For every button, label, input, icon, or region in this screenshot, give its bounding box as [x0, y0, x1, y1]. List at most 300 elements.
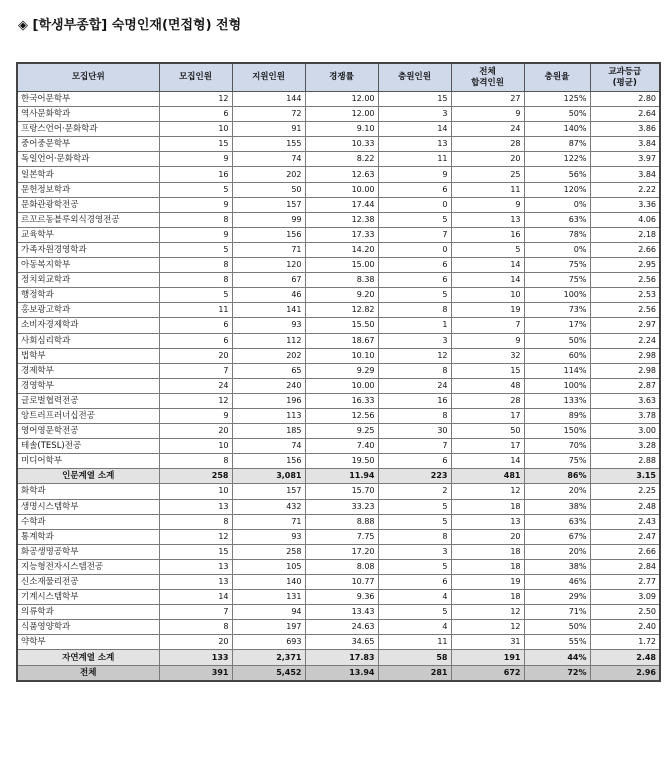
value-cell: 71: [232, 242, 305, 257]
value-cell: 2.18: [590, 227, 660, 242]
value-cell: 11: [378, 152, 451, 167]
value-cell: 157: [232, 197, 305, 212]
subtotal-row: [17, 650, 660, 665]
value-cell: 7: [378, 227, 451, 242]
value-cell: 9: [159, 152, 232, 167]
value-cell: 7: [159, 363, 232, 378]
table-row: [17, 318, 660, 333]
value-cell: 89%: [524, 408, 590, 423]
value-cell: 10.77: [305, 575, 378, 590]
value-cell: 67%: [524, 529, 590, 544]
value-cell: 16: [159, 167, 232, 182]
unit-name-cell: 영어영문학전공: [17, 424, 159, 439]
value-cell: 8: [378, 529, 451, 544]
value-cell: 2.24: [590, 333, 660, 348]
value-cell: 7: [159, 605, 232, 620]
value-cell: 75%: [524, 273, 590, 288]
value-cell: 2: [378, 484, 451, 499]
value-cell: 9: [159, 408, 232, 423]
value-cell: 93: [232, 529, 305, 544]
value-cell: 196: [232, 393, 305, 408]
value-cell: 2.97: [590, 318, 660, 333]
value-cell: 10.33: [305, 137, 378, 152]
value-cell: 693: [232, 635, 305, 650]
value-cell: 87%: [524, 137, 590, 152]
value-cell: 11.94: [305, 469, 378, 484]
value-cell: 56%: [524, 167, 590, 182]
unit-name-cell: 교육학부: [17, 227, 159, 242]
value-cell: 2.43: [590, 514, 660, 529]
unit-name-cell: 지능형전자시스템전공: [17, 559, 159, 574]
value-cell: 24.63: [305, 620, 378, 635]
column-header: 교과등급 (평균): [590, 63, 660, 92]
value-cell: 672: [451, 665, 524, 681]
unit-name-cell: 경영학부: [17, 378, 159, 393]
value-cell: 8.38: [305, 273, 378, 288]
value-cell: 16.33: [305, 393, 378, 408]
table-row: [17, 424, 660, 439]
unit-name-cell: 법학부: [17, 348, 159, 363]
table-row: [17, 348, 660, 363]
value-cell: 133%: [524, 393, 590, 408]
page-title: ◈ [학생부종합] 숙명인재(면접형) 전형: [18, 18, 242, 33]
unit-name-cell: 사회심리학과: [17, 333, 159, 348]
unit-name-cell: 르꼬르동블루외식경영전공: [17, 212, 159, 227]
value-cell: 3.86: [590, 122, 660, 137]
value-cell: 10.00: [305, 182, 378, 197]
value-cell: 13: [378, 137, 451, 152]
value-cell: 5: [451, 242, 524, 257]
unit-name-cell: 문화관광학전공: [17, 197, 159, 212]
value-cell: 105: [232, 559, 305, 574]
value-cell: 13.43: [305, 605, 378, 620]
unit-name-cell: 역사문화학과: [17, 107, 159, 122]
unit-name-cell: 홍보광고학과: [17, 303, 159, 318]
value-cell: 32: [451, 348, 524, 363]
table-row: [17, 303, 660, 318]
value-cell: 6: [378, 273, 451, 288]
value-cell: 120: [232, 258, 305, 273]
value-cell: 240: [232, 378, 305, 393]
value-cell: 6: [378, 575, 451, 590]
table-row: [17, 137, 660, 152]
value-cell: 223: [378, 469, 451, 484]
value-cell: 5: [159, 242, 232, 257]
unit-name-cell: 소비자경제학과: [17, 318, 159, 333]
value-cell: 91: [232, 122, 305, 137]
table-row: [17, 514, 660, 529]
value-cell: 28: [451, 137, 524, 152]
value-cell: 17.44: [305, 197, 378, 212]
value-cell: 2,371: [232, 650, 305, 665]
table-row: [17, 363, 660, 378]
value-cell: 2.50: [590, 605, 660, 620]
value-cell: 6: [378, 258, 451, 273]
value-cell: 191: [451, 650, 524, 665]
value-cell: 9.25: [305, 424, 378, 439]
value-cell: 202: [232, 167, 305, 182]
unit-name-cell: 신소재물리전공: [17, 575, 159, 590]
value-cell: 7.75: [305, 529, 378, 544]
value-cell: 13: [159, 575, 232, 590]
value-cell: 15: [159, 137, 232, 152]
value-cell: 33.23: [305, 499, 378, 514]
value-cell: 34.65: [305, 635, 378, 650]
value-cell: 20: [159, 348, 232, 363]
value-cell: 7: [451, 318, 524, 333]
value-cell: 2.66: [590, 544, 660, 559]
table-row: [17, 242, 660, 257]
value-cell: 2.22: [590, 182, 660, 197]
value-cell: 3.84: [590, 167, 660, 182]
value-cell: 2.56: [590, 303, 660, 318]
value-cell: 185: [232, 424, 305, 439]
value-cell: 10.10: [305, 348, 378, 363]
value-cell: 3.78: [590, 408, 660, 423]
value-cell: 19: [451, 303, 524, 318]
value-cell: 2.66: [590, 242, 660, 257]
value-cell: 3.00: [590, 424, 660, 439]
value-cell: 12: [159, 92, 232, 107]
table-row: [17, 212, 660, 227]
value-cell: 14.20: [305, 242, 378, 257]
value-cell: 4: [378, 620, 451, 635]
unit-name-cell: 한국어문학부: [17, 92, 159, 107]
value-cell: 0: [378, 197, 451, 212]
value-cell: 24: [378, 378, 451, 393]
value-cell: 99: [232, 212, 305, 227]
value-cell: 0%: [524, 197, 590, 212]
value-cell: 6: [378, 182, 451, 197]
value-cell: 11: [378, 635, 451, 650]
table-row: [17, 499, 660, 514]
value-cell: 8: [159, 514, 232, 529]
value-cell: 20%: [524, 484, 590, 499]
value-cell: 4.06: [590, 212, 660, 227]
value-cell: 94: [232, 605, 305, 620]
unit-name-cell: 생명시스템학부: [17, 499, 159, 514]
value-cell: 120%: [524, 182, 590, 197]
unit-name-cell: 경제학부: [17, 363, 159, 378]
value-cell: 125%: [524, 92, 590, 107]
value-cell: 8: [159, 258, 232, 273]
value-cell: 15.50: [305, 318, 378, 333]
value-cell: 12: [451, 605, 524, 620]
value-cell: 20%: [524, 544, 590, 559]
value-cell: 150%: [524, 424, 590, 439]
value-cell: 9: [159, 197, 232, 212]
value-cell: 2.47: [590, 529, 660, 544]
value-cell: 3.15: [590, 469, 660, 484]
table-row: [17, 484, 660, 499]
unit-name-cell: 인문계열 소계: [17, 469, 159, 484]
table-row: [17, 529, 660, 544]
value-cell: 73%: [524, 303, 590, 318]
value-cell: 3.09: [590, 590, 660, 605]
value-cell: 25: [451, 167, 524, 182]
unit-name-cell: 프랑스언어·문화학과: [17, 122, 159, 137]
value-cell: 12: [159, 529, 232, 544]
value-cell: 20: [451, 152, 524, 167]
value-cell: 20: [159, 635, 232, 650]
admissions-table: [16, 62, 661, 682]
value-cell: 13: [451, 212, 524, 227]
value-cell: 18: [451, 499, 524, 514]
value-cell: 67: [232, 273, 305, 288]
table-row: [17, 333, 660, 348]
value-cell: 10: [451, 288, 524, 303]
unit-name-cell: 앙트러프러너십전공: [17, 408, 159, 423]
table-row: [17, 575, 660, 590]
value-cell: 50%: [524, 107, 590, 122]
table-row: [17, 258, 660, 273]
value-cell: 5: [378, 605, 451, 620]
value-cell: 20: [159, 424, 232, 439]
value-cell: 3.36: [590, 197, 660, 212]
value-cell: 3.84: [590, 137, 660, 152]
value-cell: 50%: [524, 333, 590, 348]
value-cell: 140: [232, 575, 305, 590]
value-cell: 141: [232, 303, 305, 318]
table-row: [17, 635, 660, 650]
value-cell: 2.87: [590, 378, 660, 393]
value-cell: 17.83: [305, 650, 378, 665]
table-row: [17, 378, 660, 393]
value-cell: 14: [451, 258, 524, 273]
value-cell: 197: [232, 620, 305, 635]
value-cell: 9.36: [305, 590, 378, 605]
value-cell: 113: [232, 408, 305, 423]
value-cell: 6: [159, 107, 232, 122]
value-cell: 133: [159, 650, 232, 665]
table-row: [17, 182, 660, 197]
value-cell: 2.48: [590, 499, 660, 514]
value-cell: 75%: [524, 454, 590, 469]
value-cell: 2.48: [590, 650, 660, 665]
value-cell: 157: [232, 484, 305, 499]
value-cell: 78%: [524, 227, 590, 242]
value-cell: 114%: [524, 363, 590, 378]
value-cell: 9.29: [305, 363, 378, 378]
value-cell: 50: [451, 424, 524, 439]
value-cell: 15: [159, 544, 232, 559]
value-cell: 5: [378, 499, 451, 514]
value-cell: 391: [159, 665, 232, 681]
value-cell: 8: [378, 408, 451, 423]
value-cell: 258: [159, 469, 232, 484]
value-cell: 14: [451, 454, 524, 469]
value-cell: 3: [378, 107, 451, 122]
value-cell: 86%: [524, 469, 590, 484]
value-cell: 8: [159, 620, 232, 635]
value-cell: 65: [232, 363, 305, 378]
value-cell: 12.82: [305, 303, 378, 318]
value-cell: 9: [451, 197, 524, 212]
table-row: [17, 439, 660, 454]
value-cell: 8.22: [305, 152, 378, 167]
value-cell: 19.50: [305, 454, 378, 469]
value-cell: 2.64: [590, 107, 660, 122]
value-cell: 17.33: [305, 227, 378, 242]
value-cell: 12: [378, 348, 451, 363]
unit-name-cell: 독일언어·문화학과: [17, 152, 159, 167]
unit-name-cell: 글로벌협력전공: [17, 393, 159, 408]
value-cell: 18.67: [305, 333, 378, 348]
value-cell: 38%: [524, 499, 590, 514]
unit-name-cell: 문헌정보학과: [17, 182, 159, 197]
value-cell: 5: [159, 288, 232, 303]
value-cell: 72: [232, 107, 305, 122]
unit-name-cell: 식품영양학과: [17, 620, 159, 635]
table-row: [17, 167, 660, 182]
value-cell: 432: [232, 499, 305, 514]
value-cell: 74: [232, 439, 305, 454]
value-cell: 5: [378, 514, 451, 529]
value-cell: 131: [232, 590, 305, 605]
value-cell: 46%: [524, 575, 590, 590]
value-cell: 122%: [524, 152, 590, 167]
value-cell: 5,452: [232, 665, 305, 681]
value-cell: 2.95: [590, 258, 660, 273]
value-cell: 2.84: [590, 559, 660, 574]
unit-name-cell: 자연계열 소계: [17, 650, 159, 665]
value-cell: 13: [159, 559, 232, 574]
value-cell: 18: [451, 544, 524, 559]
value-cell: 13: [159, 499, 232, 514]
table-row: [17, 544, 660, 559]
unit-name-cell: 화공생명공학부: [17, 544, 159, 559]
value-cell: 9: [451, 107, 524, 122]
unit-name-cell: 아동복지학부: [17, 258, 159, 273]
value-cell: 100%: [524, 288, 590, 303]
value-cell: 38%: [524, 559, 590, 574]
table-row: [17, 122, 660, 137]
value-cell: 481: [451, 469, 524, 484]
column-header: 모집인원: [159, 63, 232, 92]
value-cell: 8: [159, 454, 232, 469]
value-cell: 0: [378, 242, 451, 257]
value-cell: 2.80: [590, 92, 660, 107]
value-cell: 2.40: [590, 620, 660, 635]
value-cell: 100%: [524, 378, 590, 393]
value-cell: 46: [232, 288, 305, 303]
value-cell: 17: [451, 439, 524, 454]
value-cell: 4: [378, 590, 451, 605]
value-cell: 2.96: [590, 665, 660, 681]
column-header: 모집단위: [17, 63, 159, 92]
unit-name-cell: 통계학과: [17, 529, 159, 544]
column-header: 지원인원: [232, 63, 305, 92]
value-cell: 6: [378, 454, 451, 469]
table-row: [17, 454, 660, 469]
unit-name-cell: 화학과: [17, 484, 159, 499]
value-cell: 140%: [524, 122, 590, 137]
value-cell: 71: [232, 514, 305, 529]
value-cell: 74: [232, 152, 305, 167]
value-cell: 8.88: [305, 514, 378, 529]
value-cell: 18: [451, 559, 524, 574]
unit-name-cell: 정치외교학과: [17, 273, 159, 288]
value-cell: 12.00: [305, 107, 378, 122]
value-cell: 5: [378, 559, 451, 574]
value-cell: 155: [232, 137, 305, 152]
table-row: [17, 559, 660, 574]
value-cell: 16: [378, 393, 451, 408]
value-cell: 12.56: [305, 408, 378, 423]
value-cell: 9: [451, 333, 524, 348]
value-cell: 2.25: [590, 484, 660, 499]
value-cell: 93: [232, 318, 305, 333]
value-cell: 10.00: [305, 378, 378, 393]
value-cell: 8: [378, 363, 451, 378]
column-header: 충원인원: [378, 63, 451, 92]
value-cell: 14: [451, 273, 524, 288]
value-cell: 9.20: [305, 288, 378, 303]
value-cell: 14: [378, 122, 451, 137]
value-cell: 44%: [524, 650, 590, 665]
value-cell: 2.56: [590, 273, 660, 288]
value-cell: 1.72: [590, 635, 660, 650]
unit-name-cell: 기계시스템학부: [17, 590, 159, 605]
value-cell: 9: [159, 227, 232, 242]
value-cell: 2.53: [590, 288, 660, 303]
value-cell: 15.70: [305, 484, 378, 499]
value-cell: 0%: [524, 242, 590, 257]
value-cell: 12.38: [305, 212, 378, 227]
value-cell: 14: [159, 590, 232, 605]
table-row: [17, 590, 660, 605]
value-cell: 15: [378, 92, 451, 107]
value-cell: 5: [159, 182, 232, 197]
value-cell: 3.28: [590, 439, 660, 454]
value-cell: 3,081: [232, 469, 305, 484]
value-cell: 7: [378, 439, 451, 454]
value-cell: 11: [159, 303, 232, 318]
value-cell: 258: [232, 544, 305, 559]
value-cell: 19: [451, 575, 524, 590]
value-cell: 72%: [524, 665, 590, 681]
value-cell: 11: [451, 182, 524, 197]
value-cell: 156: [232, 454, 305, 469]
value-cell: 12.00: [305, 92, 378, 107]
column-header: 경쟁률: [305, 63, 378, 92]
total-row: [17, 665, 660, 681]
value-cell: 281: [378, 665, 451, 681]
value-cell: 13.94: [305, 665, 378, 681]
value-cell: 48: [451, 378, 524, 393]
table-row: [17, 605, 660, 620]
value-cell: 17%: [524, 318, 590, 333]
value-cell: 71%: [524, 605, 590, 620]
value-cell: 2.88: [590, 454, 660, 469]
value-cell: 70%: [524, 439, 590, 454]
table-row: [17, 393, 660, 408]
value-cell: 75%: [524, 258, 590, 273]
value-cell: 55%: [524, 635, 590, 650]
value-cell: 12: [159, 393, 232, 408]
value-cell: 29%: [524, 590, 590, 605]
unit-name-cell: 가족자원경영학과: [17, 242, 159, 257]
value-cell: 18: [451, 590, 524, 605]
value-cell: 3.97: [590, 152, 660, 167]
table-row: [17, 197, 660, 212]
value-cell: 63%: [524, 212, 590, 227]
value-cell: 8.08: [305, 559, 378, 574]
value-cell: 24: [451, 122, 524, 137]
value-cell: 3.63: [590, 393, 660, 408]
table-row: [17, 92, 660, 107]
value-cell: 13: [451, 514, 524, 529]
